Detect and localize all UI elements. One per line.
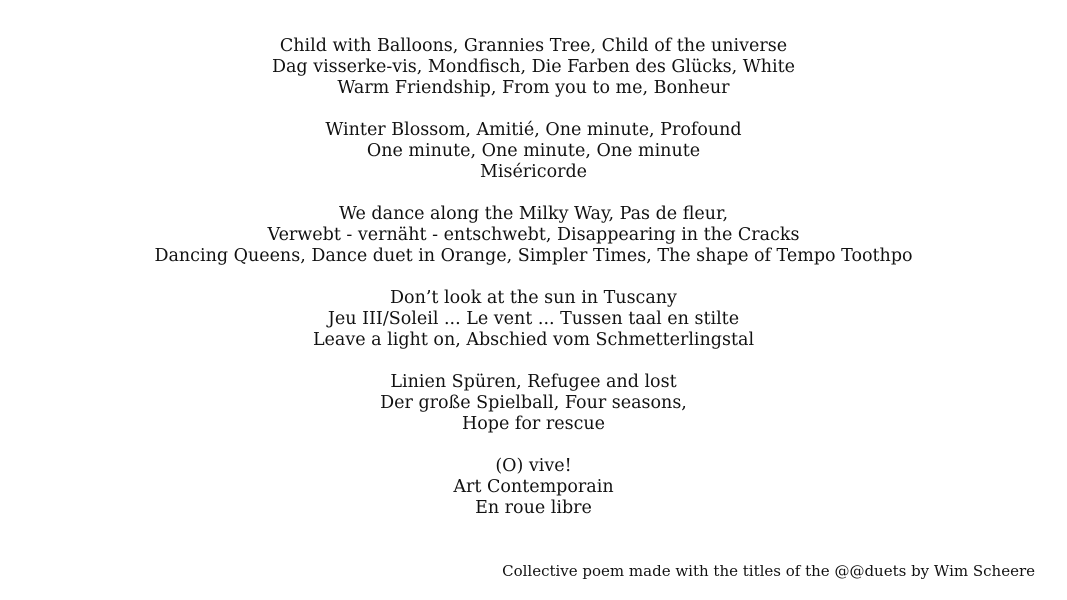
- poem-line: We dance along the Milky Way, Pas de fleur,: [338, 204, 729, 224]
- poem-line: Jeu III/Soleil ... Le vent ... Tussen taal en stilte: [327, 309, 740, 329]
- poem-line: En roue libre: [475, 498, 592, 518]
- poem-line: Leave a light on, Abschied vom Schmetterlingstal: [312, 330, 755, 350]
- poem-line: Winter Blossom, Amitié, One minute, Profound: [325, 120, 742, 140]
- stanza-6: [0, 456, 1067, 519]
- poem-line: Dag visserke-vis, Mondfisch, Die Farben des Glücks, White: [271, 57, 796, 77]
- stanza-3: [0, 204, 1067, 267]
- credit-caption: Collective poem made with the titles of the @@duets by Wim Scheere: [502, 562, 1035, 580]
- poem-line: Child with Balloons, Grannies Tree, Child of the universe: [279, 36, 788, 56]
- poem-line: Miséricorde: [479, 162, 588, 182]
- poem-line: (O) vive!: [495, 456, 572, 476]
- stanza-1: [0, 36, 1067, 99]
- poem-line: Art Contemporain: [453, 477, 614, 497]
- poem-line: One minute, One minute, One minute: [366, 141, 701, 161]
- stanza-4: [0, 288, 1067, 351]
- stanza-5: [0, 372, 1067, 435]
- poem-line: Hope for rescue: [462, 414, 605, 434]
- poem-line: Don’t look at the sun in Tuscany: [390, 288, 677, 308]
- stanza-2: [0, 120, 1067, 183]
- poem-line: Der große Spielball, Four seasons,: [380, 393, 687, 413]
- poem: [0, 36, 1067, 540]
- poem-line: Warm Friendship, From you to me, Bonheur: [337, 78, 730, 98]
- poem-line: Linien Spüren, Refugee and lost: [390, 372, 677, 392]
- poem-line: Verwebt - vernäht - entschwebt, Disappearing in the Cracks: [267, 225, 800, 245]
- poem-line: Dancing Queens, Dance duet in Orange, Simpler Times, The shape of Tempo Toothpo: [154, 246, 913, 266]
